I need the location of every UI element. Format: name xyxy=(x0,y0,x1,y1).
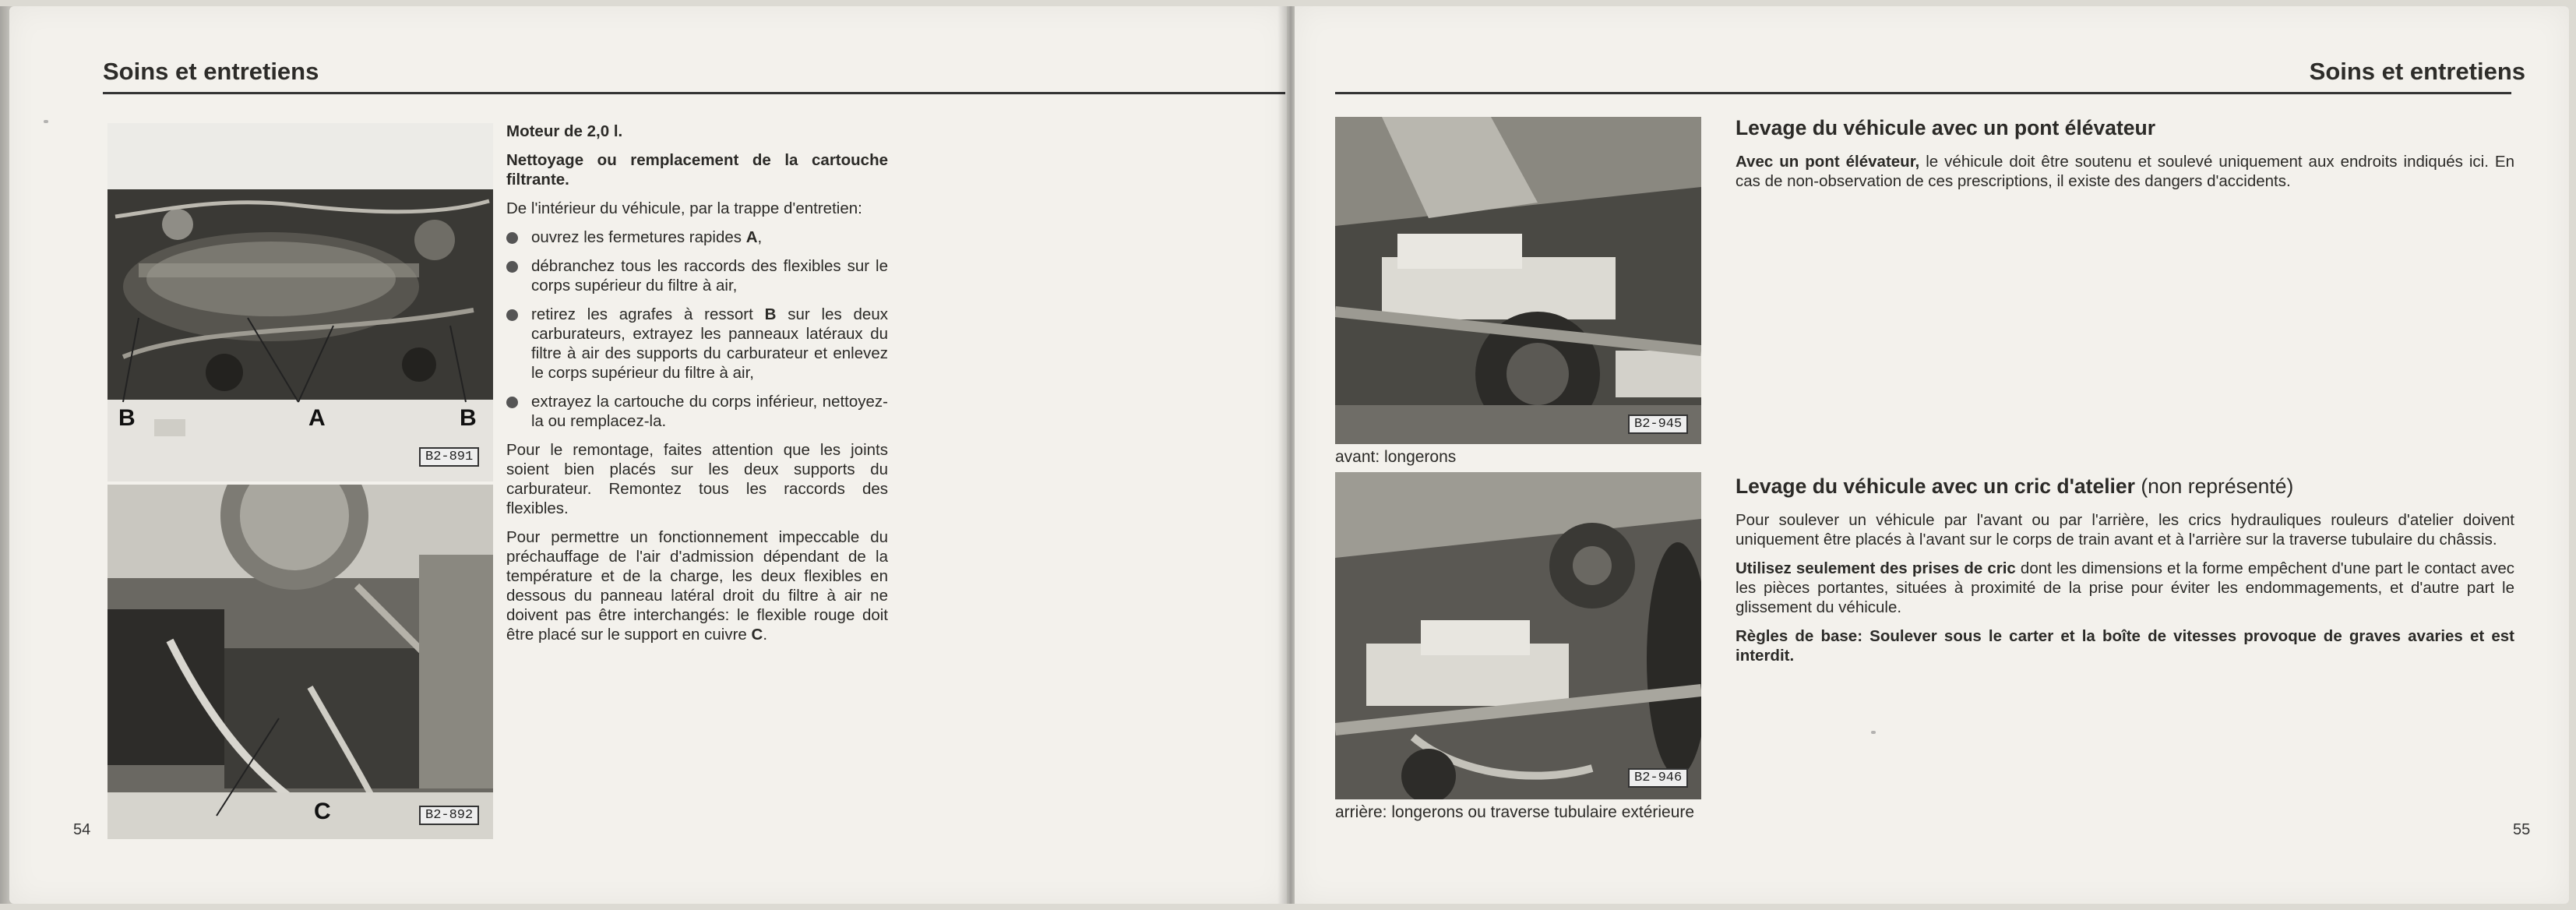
left-header-rule xyxy=(103,92,1285,94)
bullet-icon xyxy=(506,397,518,408)
callout-b-left: B xyxy=(118,405,136,431)
right-page-header: Soins et entretiens xyxy=(2309,58,2525,85)
preheating-paragraph xyxy=(506,527,888,644)
right-header-rule xyxy=(1335,92,2511,94)
engine-photo-illustration xyxy=(107,123,493,481)
step-3-end: sur les deux carburateurs, extrayez les panneaux latéraux du filtre à air des supports du carburateur et enlevez le corps supérieur du filtre à air, xyxy=(531,305,888,382)
step-1 xyxy=(506,227,888,247)
bullet-icon xyxy=(506,309,518,321)
air-intake-hoses-photo xyxy=(107,485,493,839)
air-filter-instructions xyxy=(506,122,888,654)
step-2-text: débranchez tous les raccords des flexibles sur le corps supérieur du filtre à air, xyxy=(531,257,888,295)
page-number-right: 55 xyxy=(2513,821,2531,838)
callout-a: A xyxy=(308,405,326,431)
jack-lead: Utilisez seulement des prises de cric xyxy=(1736,559,2016,577)
jack-paragraph-1: Pour soulever un véhicule par l'avant ou par l'arrière, les crics hydrauliques rouleurs d'atelier doivent uniquement être placés à l'avant sur le corps de train avant et à l'arrière sur la traverse tubulaire du châssis. xyxy=(1736,511,2514,548)
front-underbody-illustration xyxy=(1335,117,1701,444)
engine-air-filter-photo xyxy=(107,123,493,481)
step-1-end: , xyxy=(757,228,763,246)
left-page-header: Soins et entretiens xyxy=(103,58,319,85)
jack-title-note: (non représenté) xyxy=(2134,474,2294,498)
step-1-text: ouvrez les fermetures rapides xyxy=(531,228,746,246)
jack-text: dont les dimensions et la forme empêchent d'une part le contact avec les pièces portantes, situées à proximité de la prise pour éviter les endommagements, et d'autre part le glissement du véhicule. xyxy=(1736,559,2514,616)
lift-paragraph xyxy=(1736,152,2514,191)
preheating-text: Pour permettre un fonctionnement impeccable du préchauffage de l'air d'admission dépendant de la température et de la charge, les deux flexibles en dessous du panneau latéral droit du filtre à air ne doivent pas être interchangés: le flexible rouge doit être placé sur le support en cuivre xyxy=(506,528,888,644)
jack-rules: Règles de base: Soulever sous le carter et la boîte de vitesses provoque de graves avaries et est interdit. xyxy=(1736,627,2514,665)
step-4-text: extrayez la cartouche du corps inférieur, nettoyez-la ou remplacez-la. xyxy=(531,393,888,430)
bullet-icon xyxy=(506,261,518,273)
engine-title: Moteur de 2,0 l. xyxy=(506,122,623,140)
preheating-end: . xyxy=(763,626,768,644)
rear-underbody-illustration xyxy=(1335,472,1701,799)
right-page xyxy=(1295,6,2569,904)
photo-tag-b2-945: B2-945 xyxy=(1628,414,1688,434)
step-1-ref: A xyxy=(745,228,758,246)
bullet-icon xyxy=(506,232,518,244)
step-3 xyxy=(506,305,888,383)
callout-c: C xyxy=(314,799,331,824)
reassembly-paragraph: Pour le remontage, faites attention que les joints soient bien placés sur les deux supports du carburateur. Remontez tous les raccords des flexibles. xyxy=(506,441,888,517)
jack-section xyxy=(1736,474,2514,675)
step-3-ref: B xyxy=(764,305,777,323)
lift-rear-photo xyxy=(1335,472,1701,799)
preheating-ref: C xyxy=(751,626,763,644)
front-caption: avant: longerons xyxy=(1335,448,1457,466)
step-2 xyxy=(506,256,888,295)
photo-tag-b2-946: B2-946 xyxy=(1628,768,1688,788)
lift-section xyxy=(1736,118,2514,200)
jack-paragraph-2 xyxy=(1736,559,2514,617)
left-page xyxy=(9,6,1287,904)
photo-tag-b2-891: B2-891 xyxy=(419,447,479,467)
step-3-text: retirez les agrafes à ressort xyxy=(531,305,765,323)
photo-tag-b2-892: B2-892 xyxy=(419,806,479,825)
lift-text: le véhicule doit être soutenu et soulevé uniquement aux endroits indiqués ici. En cas de non-observation de ces prescriptions, il existe des dangers d'accidents. xyxy=(1736,153,2514,190)
rear-caption: arrière: longerons ou traverse tubulaire extérieure xyxy=(1335,803,1695,821)
paper-mark xyxy=(1871,731,1876,734)
intro-text: De l'intérieur du véhicule, par la trappe d'entretien: xyxy=(506,199,862,217)
step-4 xyxy=(506,392,888,431)
filter-subtitle: Nettoyage ou remplacement de la cartouche filtrante. xyxy=(506,151,888,189)
lift-front-photo xyxy=(1335,117,1701,444)
lift-section-title: Levage du véhicule avec un pont élévateur xyxy=(1736,116,2156,139)
hoses-photo-illustration xyxy=(107,485,493,839)
page-number-left: 54 xyxy=(73,821,91,838)
paper-mark xyxy=(44,120,48,123)
lift-lead: Avec un pont élévateur, xyxy=(1736,153,1920,171)
callout-b-right: B xyxy=(460,405,477,431)
jack-section-title xyxy=(1736,474,2514,498)
jack-title-bold: Levage du véhicule avec un cric d'atelier xyxy=(1736,474,2135,498)
